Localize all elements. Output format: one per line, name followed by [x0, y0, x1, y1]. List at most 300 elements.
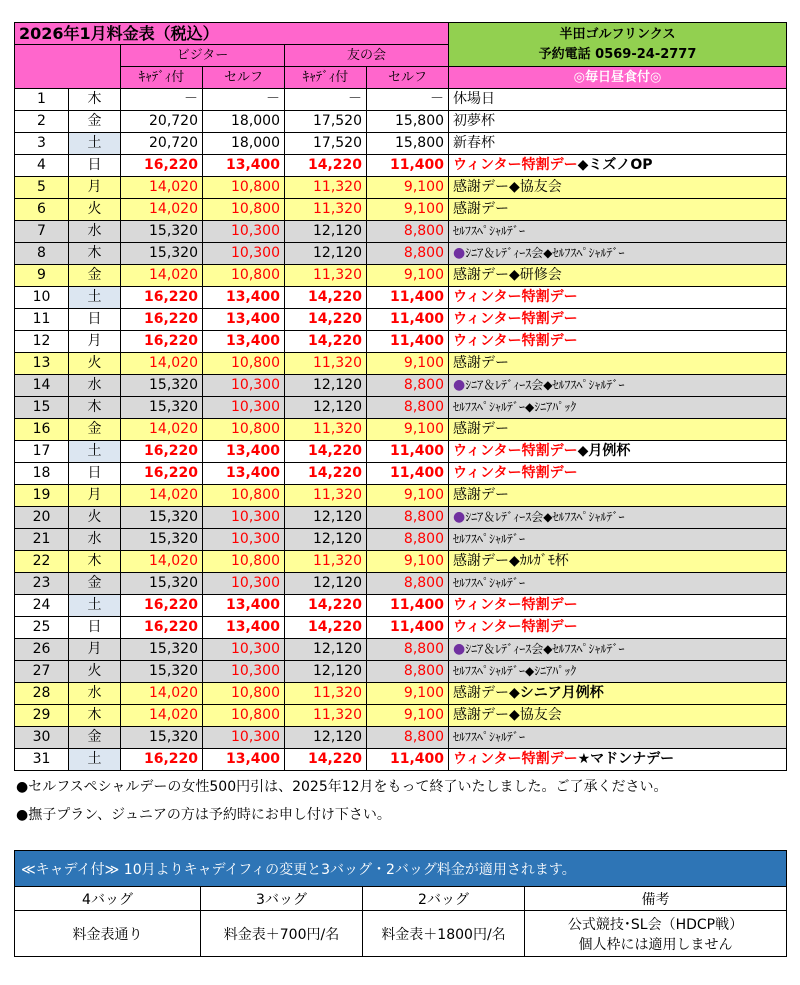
- day-number: 21: [15, 529, 69, 551]
- weekday: 木: [69, 243, 121, 265]
- weekday: 土: [69, 287, 121, 309]
- visitor-self-fee: 13,400: [203, 749, 285, 771]
- event-note: [449, 221, 787, 243]
- visitor-self-fee: 10,300: [203, 573, 285, 595]
- event-note-extra: ◆シニア月例杯: [509, 685, 604, 701]
- member-self-fee: 9,100: [367, 265, 449, 287]
- day-row: [15, 375, 787, 397]
- visitor-caddie-fee: 20,720: [121, 133, 203, 155]
- footnote-nadeshiko: ●撫子プラン、ジュニアの方は予約時にお申し付け下さい。: [16, 807, 391, 823]
- visitor-caddie-fee: 14,020: [121, 419, 203, 441]
- visitor-caddie-fee: 15,320: [121, 397, 203, 419]
- event-note: [449, 683, 787, 705]
- day-number: 31: [15, 749, 69, 771]
- col-2bag: 2バッグ: [363, 887, 525, 911]
- event-note: [449, 375, 787, 397]
- event-note-text: ｾﾙﾌｽﾍﾟｼｬﾙﾃﾞｰ: [453, 576, 526, 590]
- day-number: 24: [15, 595, 69, 617]
- day-row: [15, 397, 787, 419]
- weekday: 火: [69, 353, 121, 375]
- member-self-fee: 8,800: [367, 661, 449, 683]
- visitor-self-fee: 13,400: [203, 617, 285, 639]
- member-caddie-fee: 14,220: [285, 155, 367, 177]
- weekday: 金: [69, 265, 121, 287]
- member-caddie-fee: 14,220: [285, 617, 367, 639]
- member-self-fee: 11,400: [367, 331, 449, 353]
- event-note-text: 感謝デー: [453, 685, 510, 701]
- weekday: 月: [69, 639, 121, 661]
- member-self-fee: 11,400: [367, 155, 449, 177]
- day-number: 18: [15, 463, 69, 485]
- event-note-text: ｾﾙﾌｽﾍﾟｼｬﾙﾃﾞｰ: [453, 224, 526, 238]
- visitor-caddie-fee: 16,220: [121, 749, 203, 771]
- event-note: [449, 485, 787, 507]
- event-note-text: ｾﾙﾌｽﾍﾟｼｬﾙﾃﾞｰ: [453, 730, 526, 744]
- event-note-text: ウィンター特割デー: [453, 443, 578, 459]
- member-self-fee: 8,800: [367, 639, 449, 661]
- visitor-caddie-fee: 15,320: [121, 529, 203, 551]
- visitor-caddie-fee: 15,320: [121, 573, 203, 595]
- event-note: [449, 397, 787, 419]
- visitor-caddie-fee: 14,020: [121, 705, 203, 727]
- day-number: 5: [15, 177, 69, 199]
- member-self-fee: 11,400: [367, 463, 449, 485]
- member-self-fee: 8,800: [367, 375, 449, 397]
- day-number: 4: [15, 155, 69, 177]
- event-note: [449, 199, 787, 221]
- weekday: 水: [69, 683, 121, 705]
- member-caddie-header: ｷｬﾃﾞｨ付: [285, 67, 367, 89]
- visitor-self-fee: 13,400: [203, 463, 285, 485]
- event-note-text: ウィンター特割デー: [453, 157, 578, 173]
- weekday: 月: [69, 331, 121, 353]
- event-note: [449, 529, 787, 551]
- visitor-self-fee: 10,800: [203, 177, 285, 199]
- member-caddie-fee: 11,320: [285, 419, 367, 441]
- day-row: [15, 639, 787, 661]
- day-number: 8: [15, 243, 69, 265]
- event-note-text: ｼﾆｱ＆ﾚﾃﾞｨｰｽ会◆ｾﾙﾌｽﾍﾟｼｬﾙﾃﾞｰ: [465, 642, 625, 656]
- day-number: 16: [15, 419, 69, 441]
- event-note-text: 感謝デー: [453, 487, 510, 503]
- visitor-self-fee: 10,300: [203, 243, 285, 265]
- weekday: 木: [69, 397, 121, 419]
- member-self-fee: 9,100: [367, 551, 449, 573]
- visitor-caddie-fee: 14,020: [121, 353, 203, 375]
- purple-dot-icon: ●: [453, 509, 466, 525]
- visitor-self-fee: 10,800: [203, 485, 285, 507]
- event-note-text: 新春杯: [453, 135, 496, 151]
- visitor-self-fee: 18,000: [203, 133, 285, 155]
- event-note: [449, 177, 787, 199]
- member-caddie-fee: 14,220: [285, 287, 367, 309]
- visitor-self-fee: 13,400: [203, 287, 285, 309]
- visitor-caddie-fee: 15,320: [121, 507, 203, 529]
- day-number: 28: [15, 683, 69, 705]
- day-row: [15, 265, 787, 287]
- member-caddie-fee: 12,120: [285, 639, 367, 661]
- day-row: [15, 89, 787, 111]
- visitor-caddie-fee: 20,720: [121, 111, 203, 133]
- visitor-self-fee: 10,800: [203, 419, 285, 441]
- purple-dot-icon: ●: [453, 377, 466, 393]
- event-note: [449, 639, 787, 661]
- weekday: 火: [69, 661, 121, 683]
- day-row: [15, 441, 787, 463]
- purple-dot-icon: ●: [453, 641, 466, 657]
- col-4bag: 4バッグ: [15, 887, 201, 911]
- member-self-fee: 11,400: [367, 309, 449, 331]
- weekday: 日: [69, 309, 121, 331]
- weekday: 日: [69, 617, 121, 639]
- visitor-self-fee: 10,800: [203, 265, 285, 287]
- event-note-extra: ◆月例杯: [577, 443, 631, 459]
- weekday: 月: [69, 177, 121, 199]
- day-row: [15, 507, 787, 529]
- member-self-fee: 11,400: [367, 595, 449, 617]
- member-caddie-fee: 12,120: [285, 397, 367, 419]
- day-number: 2: [15, 111, 69, 133]
- member-self-fee: 11,400: [367, 749, 449, 771]
- weekday: 金: [69, 419, 121, 441]
- member-caddie-fee: 12,120: [285, 573, 367, 595]
- member-caddie-fee: 11,320: [285, 683, 367, 705]
- day-number: 27: [15, 661, 69, 683]
- event-note-text: ｾﾙﾌｽﾍﾟｼｬﾙﾃﾞｰ◆ｼﾆｱﾊﾟｯｸ: [453, 664, 577, 678]
- member-caddie-fee: 12,120: [285, 661, 367, 683]
- event-note: [449, 89, 787, 111]
- day-row: [15, 727, 787, 749]
- day-number: 26: [15, 639, 69, 661]
- event-note-text: ウィンター特割デー: [453, 311, 578, 327]
- day-row: [15, 331, 787, 353]
- day-row: [15, 529, 787, 551]
- purple-dot-icon: ●: [453, 245, 466, 261]
- event-note: [449, 155, 787, 177]
- member-caddie-fee: 14,220: [285, 441, 367, 463]
- member-caddie-fee: 11,320: [285, 485, 367, 507]
- member-caddie-fee: 17,520: [285, 133, 367, 155]
- event-note-text: 感謝デー◆協友会: [453, 707, 562, 723]
- member-caddie-fee: 14,220: [285, 331, 367, 353]
- event-note-text: 感謝デー◆ｶﾙｶﾞﾓ杯: [453, 553, 569, 569]
- day-row: [15, 617, 787, 639]
- member-self-fee: 11,400: [367, 617, 449, 639]
- member-self-fee: 8,800: [367, 573, 449, 595]
- value-2bag: 料金表＋1800円/名: [363, 911, 525, 957]
- member-caddie-fee: 11,320: [285, 199, 367, 221]
- day-row: [15, 463, 787, 485]
- visitor-caddie-fee: 15,320: [121, 243, 203, 265]
- visitor-caddie-fee: 15,320: [121, 221, 203, 243]
- event-note: [449, 705, 787, 727]
- visitor-self-fee: 10,800: [203, 353, 285, 375]
- member-caddie-fee: 11,320: [285, 177, 367, 199]
- member-caddie-fee: 11,320: [285, 551, 367, 573]
- event-note-text: ｼﾆｱ＆ﾚﾃﾞｨｰｽ会◆ｾﾙﾌｽﾍﾟｼｬﾙﾃﾞｰ: [465, 246, 625, 260]
- day-row: [15, 485, 787, 507]
- weekday: 日: [69, 463, 121, 485]
- visitor-caddie-fee: 16,220: [121, 617, 203, 639]
- event-note: [449, 463, 787, 485]
- member-self-fee: 15,800: [367, 133, 449, 155]
- weekday: 木: [69, 89, 121, 111]
- day-row: [15, 661, 787, 683]
- page-title: 2026年1月料金表（税込）: [15, 23, 449, 45]
- event-note-text: ウィンター特割デー: [453, 333, 578, 349]
- weekday: 日: [69, 155, 121, 177]
- day-row: [15, 133, 787, 155]
- event-note: [449, 243, 787, 265]
- day-number: 9: [15, 265, 69, 287]
- fee-table: [14, 22, 787, 771]
- weekday: 土: [69, 749, 121, 771]
- visitor-caddie-fee: 15,320: [121, 375, 203, 397]
- event-note: [449, 353, 787, 375]
- footnote-self-special: ●セルフスペシャルデーの女性500円引は、2025年12月をもって終了いたしました。ご了承ください。: [16, 779, 668, 795]
- visitor-self-fee: 18,000: [203, 111, 285, 133]
- event-note: [449, 331, 787, 353]
- visitor-self-fee: 10,300: [203, 529, 285, 551]
- member-self-fee: －: [367, 89, 449, 111]
- day-row: [15, 353, 787, 375]
- day-row: [15, 749, 787, 771]
- caddie-fee-table: [14, 850, 787, 957]
- event-note: [449, 419, 787, 441]
- visitor-caddie-fee: 14,020: [121, 683, 203, 705]
- event-note-text: 感謝デー◆研修会: [453, 267, 562, 283]
- visitor-self-fee: 10,300: [203, 727, 285, 749]
- member-self-fee: 9,100: [367, 353, 449, 375]
- member-caddie-fee: 11,320: [285, 705, 367, 727]
- day-row: [15, 243, 787, 265]
- event-note: [449, 617, 787, 639]
- day-row: [15, 551, 787, 573]
- event-note-text: ｼﾆｱ＆ﾚﾃﾞｨｰｽ会◆ｾﾙﾌｽﾍﾟｼｬﾙﾃﾞｰ: [465, 510, 625, 524]
- event-note-text: ウィンター特割デー: [453, 465, 578, 481]
- weekday: 金: [69, 111, 121, 133]
- member-self-fee: 9,100: [367, 683, 449, 705]
- value-4bag: 料金表通り: [15, 911, 201, 957]
- member-self-fee: 8,800: [367, 727, 449, 749]
- visitor-caddie-fee: 16,220: [121, 155, 203, 177]
- event-note-text: 感謝デー: [453, 201, 510, 217]
- member-caddie-fee: 14,220: [285, 463, 367, 485]
- day-number: 6: [15, 199, 69, 221]
- event-note-text: 休場日: [453, 91, 496, 107]
- remark-line-2: 個人枠には適用しません: [578, 936, 733, 953]
- visitor-caddie-fee: 15,320: [121, 727, 203, 749]
- weekday: 木: [69, 705, 121, 727]
- member-self-fee: 9,100: [367, 177, 449, 199]
- weekday: 水: [69, 221, 121, 243]
- weekday: 土: [69, 441, 121, 463]
- visitor-self-fee: 10,300: [203, 397, 285, 419]
- day-row: [15, 309, 787, 331]
- weekday: 月: [69, 485, 121, 507]
- day-row: [15, 705, 787, 727]
- remarks-cell: [525, 911, 787, 957]
- day-row: [15, 155, 787, 177]
- member-caddie-fee: 12,120: [285, 529, 367, 551]
- visitor-self-fee: 10,300: [203, 661, 285, 683]
- day-number: 1: [15, 89, 69, 111]
- day-number: 20: [15, 507, 69, 529]
- event-note: [449, 749, 787, 771]
- member-caddie-fee: 12,120: [285, 221, 367, 243]
- col-remarks: 備考: [525, 887, 787, 911]
- day-row: [15, 573, 787, 595]
- member-self-fee: 8,800: [367, 529, 449, 551]
- caddie-heading: ≪キャデイ付≫ 10月よりキャデイフィの変更と3バッグ・2バッグ料金が適用されます。: [15, 851, 787, 887]
- day-number: 3: [15, 133, 69, 155]
- visitor-self-fee: －: [203, 89, 285, 111]
- member-self-fee: 8,800: [367, 507, 449, 529]
- day-number: 12: [15, 331, 69, 353]
- visitor-self-fee: 10,800: [203, 705, 285, 727]
- visitor-caddie-fee: 16,220: [121, 595, 203, 617]
- visitor-caddie-fee: 16,220: [121, 441, 203, 463]
- day-number: 13: [15, 353, 69, 375]
- member-caddie-fee: 14,220: [285, 595, 367, 617]
- event-note-text: ｾﾙﾌｽﾍﾟｼｬﾙﾃﾞｰ: [453, 532, 526, 546]
- visitor-self-fee: 10,300: [203, 507, 285, 529]
- member-caddie-fee: 12,120: [285, 375, 367, 397]
- day-row: [15, 111, 787, 133]
- day-row: [15, 595, 787, 617]
- member-self-fee: 8,800: [367, 243, 449, 265]
- value-3bag: 料金表＋700円/名: [201, 911, 363, 957]
- sub-header-row: [15, 67, 787, 89]
- event-note: [449, 551, 787, 573]
- member-header: 友の会: [285, 45, 449, 67]
- title-row: [15, 23, 787, 45]
- reservation-phone: 予約電話 0569-24-2777: [538, 46, 697, 62]
- visitor-caddie-fee: 16,220: [121, 309, 203, 331]
- visitor-self-fee: 10,800: [203, 551, 285, 573]
- visitor-caddie-fee: －: [121, 89, 203, 111]
- weekday: 火: [69, 199, 121, 221]
- event-note: [449, 441, 787, 463]
- weekday: 水: [69, 529, 121, 551]
- weekday: 水: [69, 375, 121, 397]
- visitor-self-fee: 10,800: [203, 199, 285, 221]
- visitor-caddie-fee: 15,320: [121, 639, 203, 661]
- member-self-header: セルフ: [367, 67, 449, 89]
- event-note: [449, 727, 787, 749]
- event-note-text: ウィンター特割デー: [453, 597, 578, 613]
- member-caddie-fee: 14,220: [285, 309, 367, 331]
- day-row: [15, 221, 787, 243]
- event-note-text: ウィンター特割デー: [453, 619, 578, 635]
- event-note: [449, 265, 787, 287]
- member-caddie-fee: 12,120: [285, 727, 367, 749]
- visitor-caddie-fee: 14,020: [121, 199, 203, 221]
- visitor-self-fee: 13,400: [203, 155, 285, 177]
- weekday: 木: [69, 551, 121, 573]
- day-number: 11: [15, 309, 69, 331]
- weekday: 火: [69, 507, 121, 529]
- event-note-text: ウィンター特割デー: [453, 289, 578, 305]
- visitor-caddie-fee: 14,020: [121, 485, 203, 507]
- event-note: [449, 595, 787, 617]
- day-number: 23: [15, 573, 69, 595]
- col-3bag: 3バッグ: [201, 887, 363, 911]
- member-self-fee: 9,100: [367, 199, 449, 221]
- member-caddie-fee: 12,120: [285, 243, 367, 265]
- day-number: 10: [15, 287, 69, 309]
- member-caddie-fee: 12,120: [285, 507, 367, 529]
- event-note-text: ウィンター特割デー: [453, 751, 578, 767]
- event-note-extra: ★マドンナデー: [577, 751, 675, 767]
- day-row: [15, 683, 787, 705]
- day-row: [15, 199, 787, 221]
- event-note: [449, 133, 787, 155]
- weekday: 土: [69, 595, 121, 617]
- event-note-text: 初夢杯: [453, 113, 496, 129]
- day-row: [15, 177, 787, 199]
- course-name: 半田ゴルフリンクス: [559, 26, 676, 42]
- visitor-caddie-fee: 15,320: [121, 661, 203, 683]
- event-note: [449, 507, 787, 529]
- event-note: [449, 661, 787, 683]
- member-self-fee: 11,400: [367, 441, 449, 463]
- course-info: [449, 23, 787, 67]
- day-number: 7: [15, 221, 69, 243]
- visitor-self-fee: 10,300: [203, 221, 285, 243]
- day-row: [15, 419, 787, 441]
- member-caddie-fee: 11,320: [285, 353, 367, 375]
- day-number: 30: [15, 727, 69, 749]
- event-note-text: 感謝デー◆協友会: [453, 179, 562, 195]
- visitor-self-fee: 10,800: [203, 683, 285, 705]
- visitor-self-fee: 13,400: [203, 309, 285, 331]
- event-note-text: 感謝デー: [453, 421, 510, 437]
- day-number: 22: [15, 551, 69, 573]
- day-number: 15: [15, 397, 69, 419]
- weekday: 土: [69, 133, 121, 155]
- member-caddie-fee: 11,320: [285, 265, 367, 287]
- visitor-caddie-fee: 16,220: [121, 463, 203, 485]
- day-number: 19: [15, 485, 69, 507]
- event-note: [449, 309, 787, 331]
- visitor-self-fee: 13,400: [203, 331, 285, 353]
- event-note-text: ｾﾙﾌｽﾍﾟｼｬﾙﾃﾞｰ◆ｼﾆｱﾊﾟｯｸ: [453, 400, 577, 414]
- visitor-caddie-header: ｷｬﾃﾞｨ付: [121, 67, 203, 89]
- event-note-text: 感謝デー: [453, 355, 510, 371]
- visitor-caddie-fee: 16,220: [121, 331, 203, 353]
- event-note: [449, 573, 787, 595]
- visitor-header: ビジター: [121, 45, 285, 67]
- visitor-caddie-fee: 14,020: [121, 265, 203, 287]
- day-number: 25: [15, 617, 69, 639]
- visitor-caddie-fee: 14,020: [121, 551, 203, 573]
- visitor-caddie-fee: 16,220: [121, 287, 203, 309]
- weekday: 金: [69, 573, 121, 595]
- member-self-fee: 11,400: [367, 287, 449, 309]
- event-note-text: ｼﾆｱ＆ﾚﾃﾞｨｰｽ会◆ｾﾙﾌｽﾍﾟｼｬﾙﾃﾞｰ: [465, 378, 625, 392]
- remark-line-1: 公式競技･SL会（HDCP戦）: [567, 916, 744, 933]
- member-self-fee: 9,100: [367, 705, 449, 727]
- member-self-fee: 9,100: [367, 419, 449, 441]
- visitor-self-fee: 10,300: [203, 375, 285, 397]
- visitor-caddie-fee: 14,020: [121, 177, 203, 199]
- member-caddie-fee: －: [285, 89, 367, 111]
- event-note: [449, 287, 787, 309]
- member-self-fee: 9,100: [367, 485, 449, 507]
- blank-header-cell: [15, 45, 121, 89]
- meal-note: ◎毎日昼食付◎: [449, 67, 787, 89]
